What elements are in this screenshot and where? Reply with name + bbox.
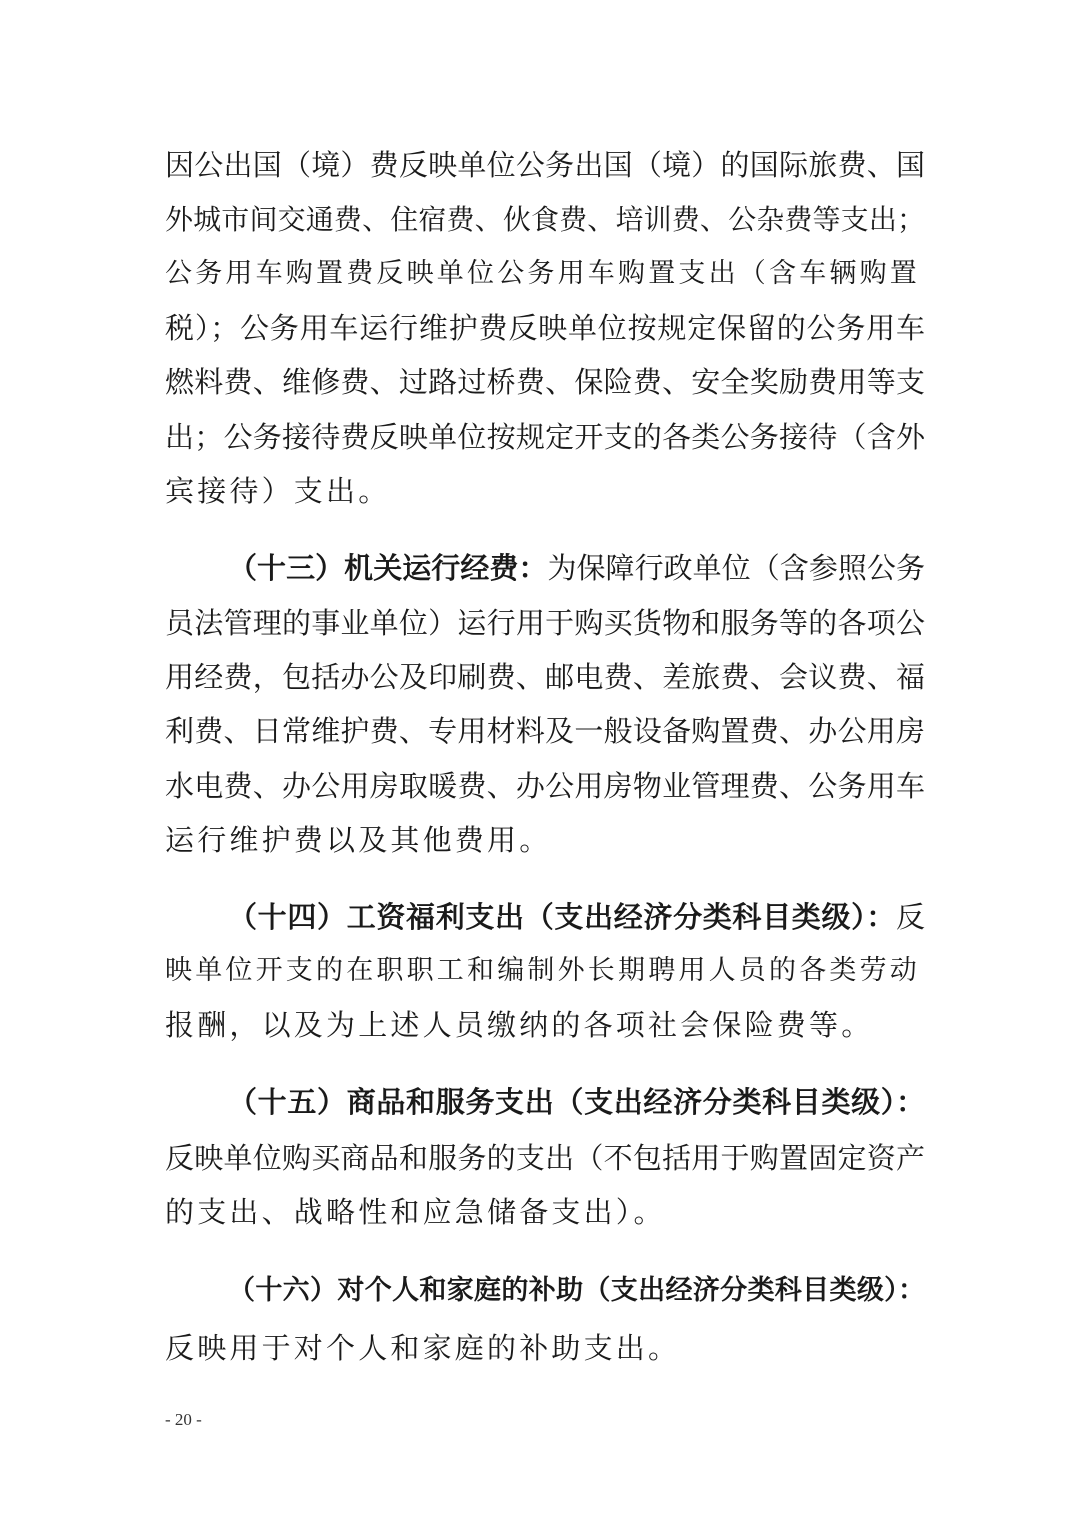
paragraph-4-line-1 (228, 1077, 925, 1127)
paragraph-2-line-2: 员法管理的事业单位）运行用于购买货物和服务等的各项公 (165, 606, 925, 640)
paragraph-2-line-1-text: 为保障行政单位（含参照公务 (547, 551, 925, 585)
paragraph-2-line-1 (228, 543, 925, 593)
paragraph-3-line-1 (228, 892, 925, 942)
paragraph-1-line-1: 因公出国（境）费反映单位公务出国（境）的国际旅费、国 (165, 148, 925, 182)
paragraph-2-line-4: 利费、日常维护费、专用材料及一般设备购置费、办公用房 (165, 714, 925, 748)
paragraph-2-line-6: 运行维护费以及其他费用。 (165, 823, 552, 857)
paragraph-5-heading: （十六）对个人和家庭的补助（支出经济分类科目类级）： (228, 1275, 925, 1306)
paragraph-2-line-3: 用经费，包括办公及印刷费、邮电费、差旅费、会议费、福 (165, 660, 925, 694)
page-number: - 20 - (165, 1410, 202, 1429)
paragraph-1-line-3: 公务用车购置费反映单位公务用车购置支出（含车辆购置 (165, 258, 920, 289)
paragraph-4-heading: （十五）商品和服务支出（支出经济分类科目类级）： (228, 1085, 925, 1119)
paragraph-3-heading: （十四）工资福利支出（支出经济分类科目类级）： (228, 900, 896, 934)
paragraph-5-line-2: 反映用于对个人和家庭的补助支出。 (165, 1331, 681, 1365)
paragraph-4-line-3: 的支出、战略性和应急储备支出）。 (165, 1195, 666, 1229)
paragraph-1-line-2: 外城市间交通费、住宿费、伙食费、培训费、公杂费等支出； (165, 203, 925, 236)
paragraph-1-line-5: 燃料费、维修费、过路过桥费、保险费、安全奖励费用等支 (165, 365, 925, 399)
paragraph-4-line-2: 反映单位购买商品和服务的支出（不包括用于购置固定资产 (165, 1141, 925, 1175)
paragraph-5-line-1 (228, 1266, 925, 1316)
paragraph-3-line-3: 报酬，以及为上述人员缴纳的各项社会保险费等。 (165, 1008, 874, 1042)
paragraph-3-line-2: 映单位开支的在职职工和编制外长期聘用人员的各类劳动 (165, 955, 920, 986)
paragraph-3-line-1-text: 反 (895, 900, 925, 934)
paragraph-1-line-4: 税）；公务用车运行维护费反映单位按规定保留的公务用车 (165, 311, 925, 345)
paragraph-2-line-5: 水电费、办公用房取暖费、办公用房物业管理费、公务用车 (165, 769, 925, 803)
paragraph-2-heading: （十三）机关运行经费： (228, 551, 548, 585)
paragraph-1-line-6: 出；公务接待费反映单位按规定开支的各类公务接待（含外 (165, 420, 925, 454)
paragraph-1-line-7: 宾接待）支出。 (165, 474, 391, 508)
